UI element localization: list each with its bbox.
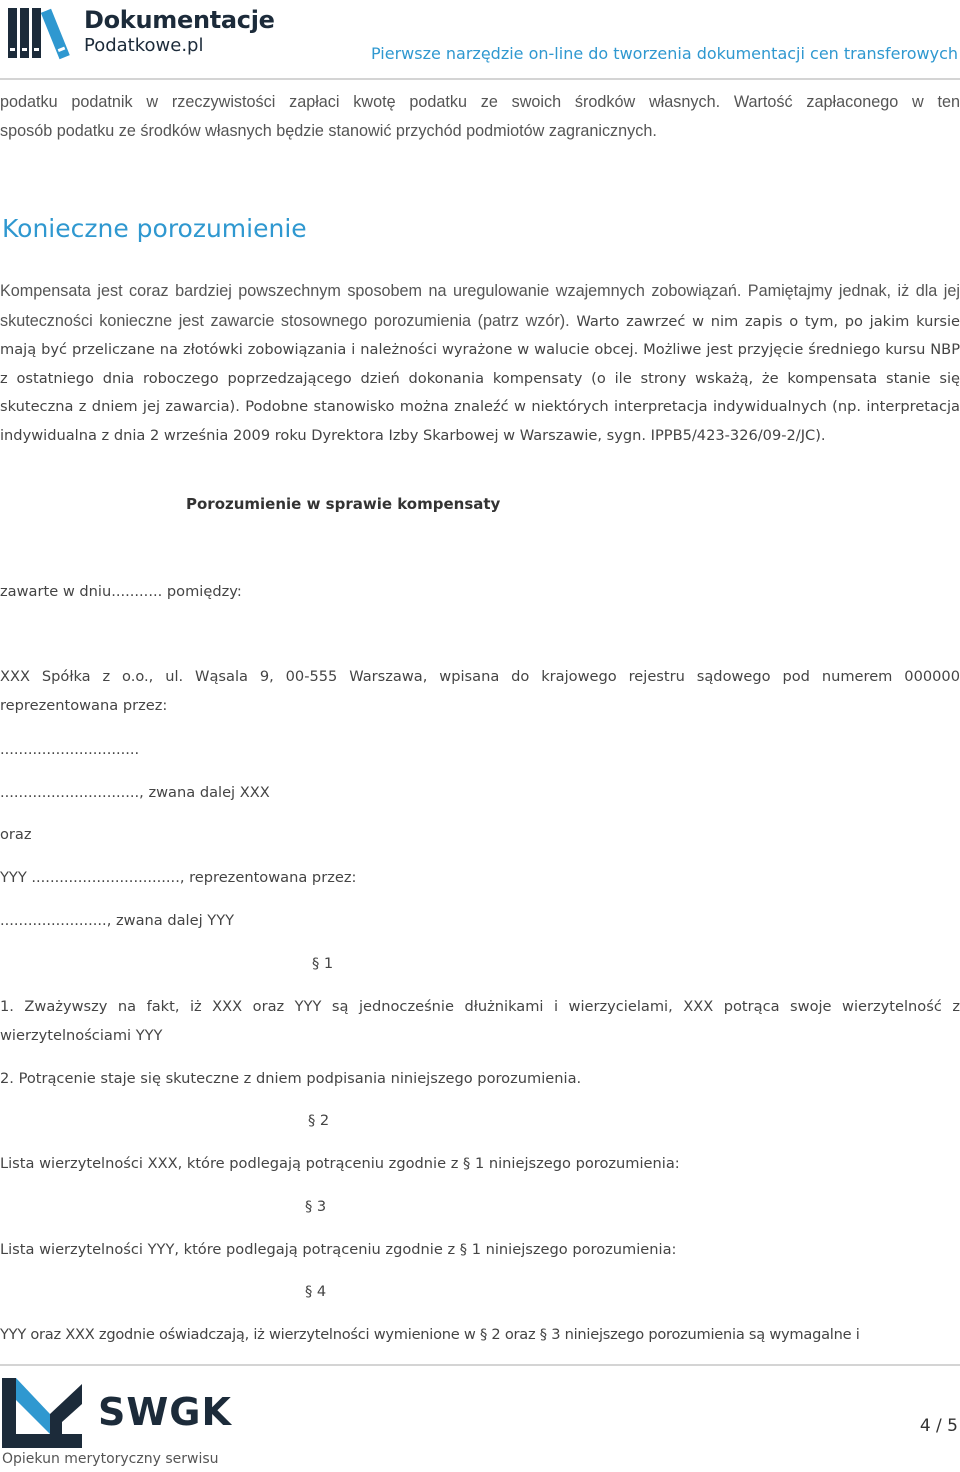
signatory-dots-1: .............................. [0, 741, 140, 758]
brand-title: Dokumentacje [84, 6, 275, 34]
section-sign-1: § 1 [312, 955, 334, 972]
footer-divider [0, 1364, 960, 1366]
header-tagline: Pierwsze narzędzie on-line do tworzenia dokumentacji cen transferowych [370, 44, 958, 63]
oraz-line: oraz [0, 826, 32, 843]
signatory-dots-3: ......................., zwana dalej YYY [0, 912, 235, 929]
agreement-point-1 [0, 993, 960, 1050]
section-sign-4: § 4 [305, 1283, 327, 1300]
agreement-party-2: YYY ................................, reprezentowana przez: [0, 869, 357, 886]
section-sign-3: § 3 [305, 1198, 327, 1215]
books-logo-icon [6, 4, 78, 62]
intro-line-2: sposób podatku ze środków własnych będzie stanowić przychód podmiotów zagranicznych. [0, 122, 657, 140]
party-1-text: XXX Spółka z o.o., ul. Wąsala 9, 00-555 Warszawa, wpisana do krajowego rejestru sądowego pod numerem 000000 reprezentowana przez: [0, 668, 960, 714]
swgk-logo-icon [2, 1378, 82, 1448]
signatory-dots-2: .............................., zwana dalej XXX [0, 784, 270, 801]
section-paragraph-body: Warto zawrzeć w nim zapis o tym, po jakim kursie mają być przeliczane na złotówki zobowiązania i należności wyrażone w walucie obcej. Możliwe jest przyjęcie średniego kursu NBP z ostatniego dnia roboczego poprzedzającego dzień dokonania kompensaty (o ile strony wskażą, że kompensata stanie się skuteczna z dniem jej zawarcia). Podobne stanowisko można znaleźć w niektórych interpretacja indywidualnych (np. interpretacja indywidualna z dnia 2 września 2009 roku Dyrektora Izby Skarbowej w Warszawie, sygn. IPPB5/423-326/09-2/JC). [0, 312, 960, 444]
agreement-point-2: 2. Potrącenie staje się skuteczne z dniem podpisania niniejszego porozumienia. [0, 1070, 582, 1087]
agreement-title: Porozumienie w sprawie kompensaty [186, 495, 501, 513]
footer-caption: Opiekun merytoryczny serwisu [2, 1451, 219, 1467]
list-xxx: Lista wierzytelności XXX, które podlegają potrąceniu zgodnie z § 1 niniejszego porozumienia: [0, 1155, 680, 1172]
section-paragraph-light: Kompensata jest coraz bardziej powszechnym sposobem na uregulowanie wzajemnych zobowiązań. Pamiętajmy jednak, iż dla jej skuteczności konieczne jest zawarcie stosownego porozumienia (patrz wzór). [0, 282, 960, 330]
intro-paragraph [0, 88, 960, 146]
page-header [0, 0, 960, 80]
agreement-date-line: zawarte w dniu........... pomiędzy: [0, 583, 242, 600]
brand-subtitle: Podatkowe.pl [84, 35, 204, 56]
agreement-final-line: YYY oraz XXX zgodnie oświadczają, iż wierzytelności wymienione w § 2 oraz § 3 niniejszego porozumienia są wymagalne i [0, 1326, 860, 1343]
section-sign-2: § 2 [308, 1112, 330, 1129]
page-number: 4 / 5 [919, 1416, 958, 1436]
list-yyy: Lista wierzytelności YYY, które podlegają potrąceniu zgodnie z § 1 niniejszego porozumienia: [0, 1241, 677, 1258]
footer-brand: SWGK [98, 1390, 232, 1434]
point-1-text: 1. Zważywszy na fakt, iż XXX oraz YYY są jednocześnie dłużnikami i wierzycielami, XXX potrąca swoje wierzytelność z wierzytelnościami YYY [0, 998, 960, 1044]
intro-line-1: podatku podatnik w rzeczywistości zapłaci kwotę podatku ze swoich środków własnych. Wartość zapłaconego w ten [0, 93, 960, 111]
section-paragraph [0, 277, 960, 451]
header-divider [0, 78, 960, 80]
agreement-party-1 [0, 663, 960, 720]
section-title: Konieczne porozumienie [2, 214, 307, 243]
